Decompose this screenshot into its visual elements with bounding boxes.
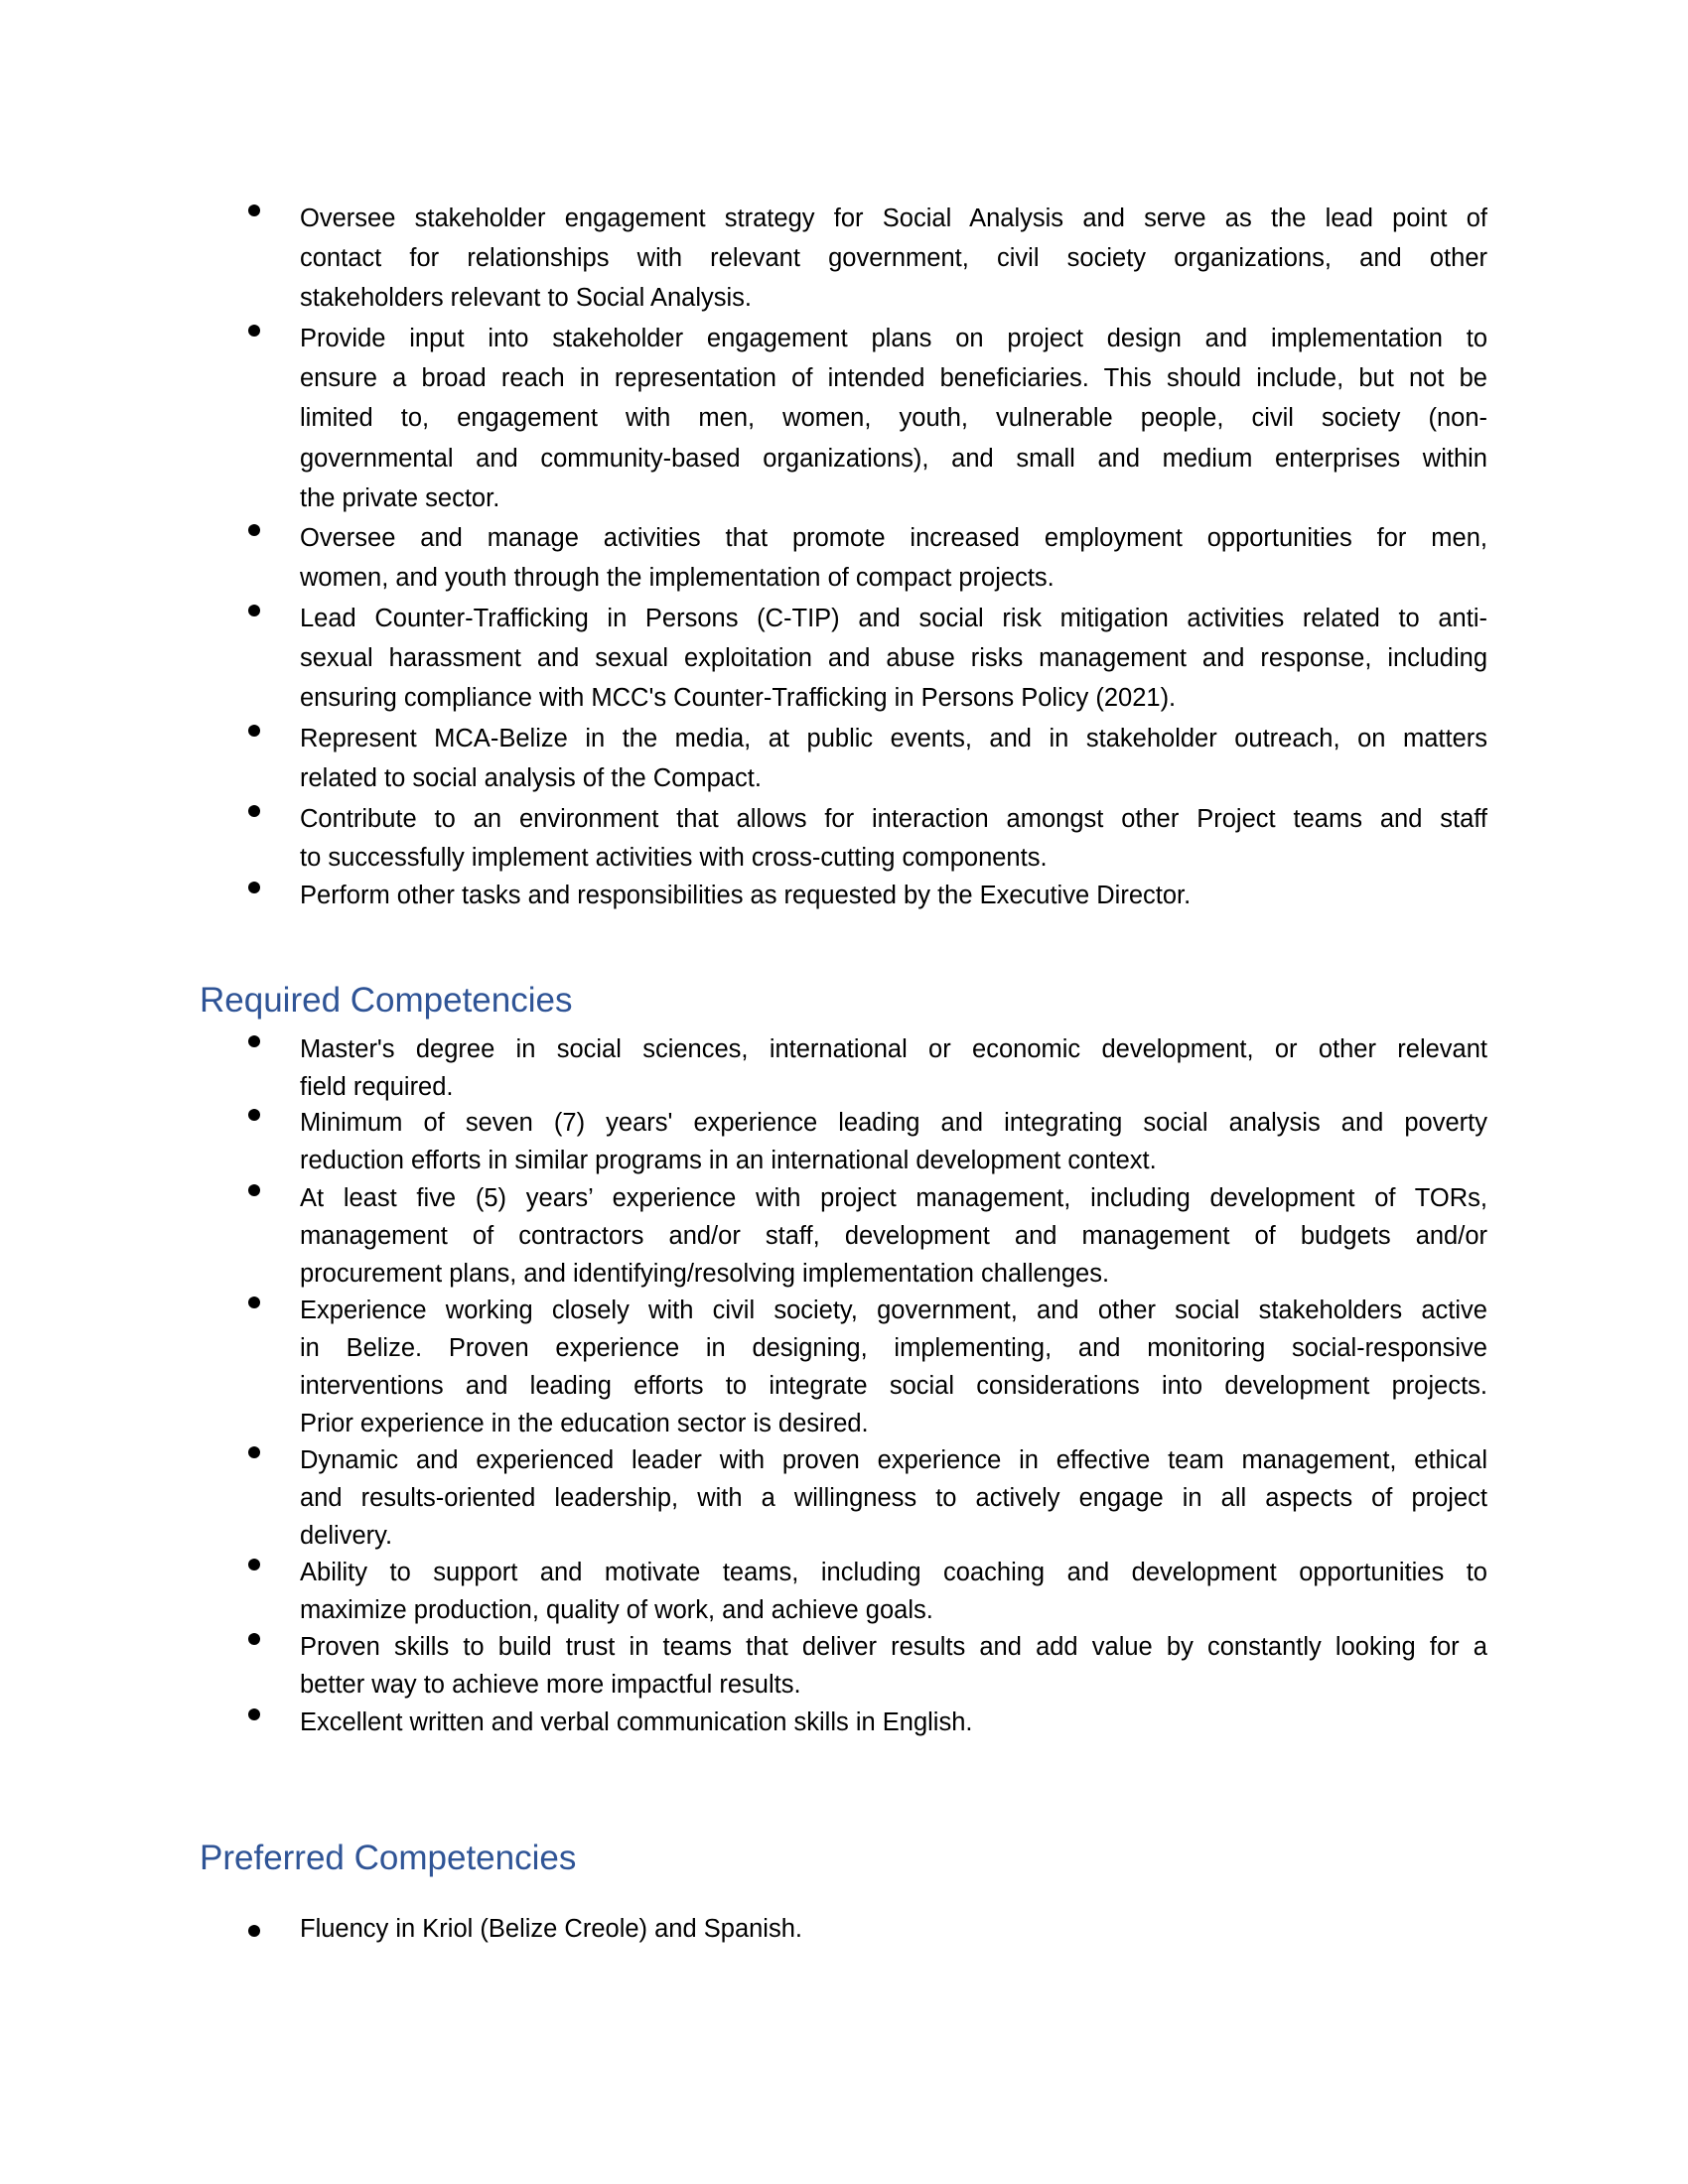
bullet-icon: [248, 605, 260, 616]
list-item-line: ensuring compliance with MCC's Counter-Trafficking in Persons Policy (2021).: [300, 684, 1177, 712]
list-item-line: Perform other tasks and responsibilities as requested by the Executive Director.: [300, 882, 1192, 909]
list-item-line: Experience working closely with civil society, government, and other social stakeholders active: [300, 1297, 1487, 1324]
list-item-line: women, and youth through the implementation of compact projects.: [300, 564, 1055, 592]
bullet-icon: [248, 325, 260, 337]
list-item-line: Provide input into stakeholder engagement plans on project design and implementation to: [300, 325, 1487, 352]
bullet-icon: [248, 1035, 260, 1047]
list-item-line: in Belize. Proven experience in designing, implementing, and monitoring social-responsive: [300, 1334, 1487, 1362]
list-item-line: the private sector.: [300, 484, 500, 512]
bullet-icon: [248, 1708, 260, 1720]
list-item-line: Oversee and manage activities that promote increased employment opportunities for men,: [300, 524, 1487, 552]
bullet-icon: [248, 1633, 260, 1645]
list-item-line: governmental and community-based organizations), and small and medium enterprises within: [300, 445, 1487, 473]
list-item-line: Oversee stakeholder engagement strategy for Social Analysis and serve as the lead point of: [300, 205, 1487, 232]
bullet-icon: [248, 1184, 260, 1196]
list-item-line: contact for relationships with relevant government, civil society organizations, and other: [300, 244, 1487, 272]
list-item-line: maximize production, quality of work, and achieve goals.: [300, 1596, 933, 1624]
bullet-icon: [248, 1109, 260, 1121]
list-item-line: Contribute to an environment that allows for interaction amongst other Project teams and staff: [300, 805, 1487, 833]
section-heading-preferred-competencies: Preferred Competencies: [200, 1839, 577, 1877]
list-item-line: and results-oriented leadership, with a willingness to actively engage in all aspects of project: [300, 1484, 1487, 1512]
bullet-icon: [248, 1925, 260, 1937]
list-item-line: procurement plans, and identifying/resolving implementation challenges.: [300, 1260, 1110, 1288]
list-item-line: related to social analysis of the Compact.: [300, 764, 762, 792]
list-item-line: field required.: [300, 1073, 454, 1101]
bullet-icon: [248, 805, 260, 817]
list-item-line: Excellent written and verbal communication skills in English.: [300, 1708, 973, 1736]
list-item-line: At least five (5) years’ experience with project management, including development of TORs,: [300, 1184, 1487, 1212]
bullet-icon: [248, 1446, 260, 1458]
list-item-line: Lead Counter-Trafficking in Persons (C-TIP) and social risk mitigation activities related to anti-: [300, 605, 1487, 632]
list-item-line: delivery.: [300, 1522, 393, 1550]
list-item-line: Dynamic and experienced leader with proven experience in effective team management, ethical: [300, 1446, 1487, 1474]
list-item-line: Fluency in Kriol (Belize Creole) and Spanish.: [300, 1915, 802, 1943]
list-item-line: better way to achieve more impactful results.: [300, 1671, 801, 1699]
bullet-icon: [248, 1559, 260, 1570]
list-item-line: Ability to support and motivate teams, including coaching and development opportunities to: [300, 1559, 1487, 1586]
list-item-line: Proven skills to build trust in teams that deliver results and add value by constantly looking for a: [300, 1633, 1487, 1661]
list-item-line: to successfully implement activities with cross-cutting components.: [300, 844, 1048, 872]
bullet-icon: [248, 725, 260, 737]
list-item-line: ensure a broad reach in representation of intended beneficiaries. This should include, but not be: [300, 364, 1487, 392]
list-item-line: Prior experience in the education sector is desired.: [300, 1410, 869, 1437]
bullet-icon: [248, 882, 260, 893]
bullet-icon: [248, 205, 260, 216]
list-item-line: limited to, engagement with men, women, youth, vulnerable people, civil society (non-: [300, 404, 1487, 432]
list-item-line: stakeholders relevant to Social Analysis.: [300, 284, 752, 312]
bullet-icon: [248, 524, 260, 536]
list-item-line: sexual harassment and sexual exploitation and abuse risks management and response, including: [300, 644, 1487, 672]
list-item-line: Master's degree in social sciences, international or economic development, or other relevant: [300, 1035, 1487, 1063]
list-item-line: management of contractors and/or staff, development and management of budgets and/or: [300, 1222, 1487, 1250]
section-heading-required-competencies: Required Competencies: [200, 981, 573, 1020]
bullet-icon: [248, 1297, 260, 1308]
list-item-line: interventions and leading efforts to integrate social considerations into development projects.: [300, 1372, 1487, 1400]
list-item-line: Represent MCA-Belize in the media, at public events, and in stakeholder outreach, on matters: [300, 725, 1487, 752]
list-item-line: reduction efforts in similar programs in an international development context.: [300, 1147, 1157, 1174]
list-item-line: Minimum of seven (7) years' experience leading and integrating social analysis and poverty: [300, 1109, 1487, 1137]
